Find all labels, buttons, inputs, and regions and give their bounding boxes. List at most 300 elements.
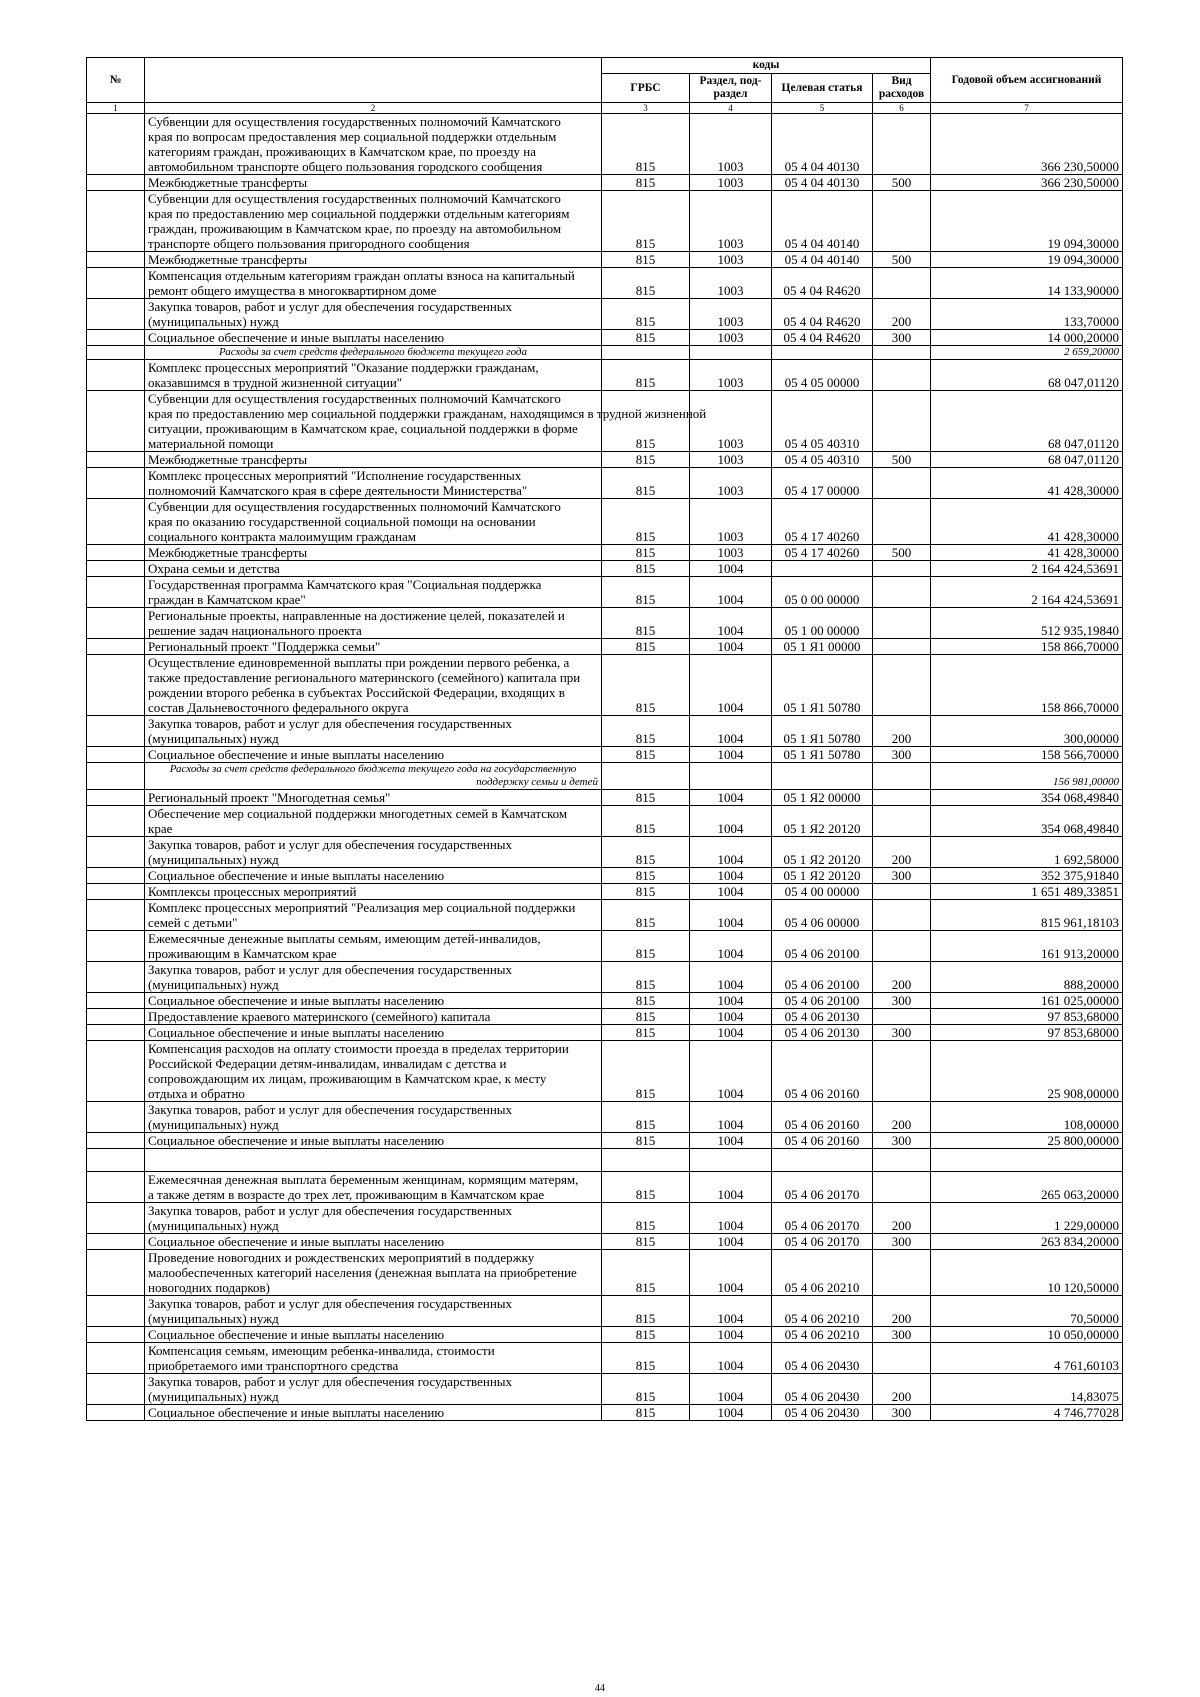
description-cell	[145, 1405, 602, 1421]
description-line: Социальное обеспечение и иные выплаты населению	[148, 1234, 445, 1249]
page-number: 44	[595, 1683, 605, 1694]
expense-type-cell	[873, 468, 931, 499]
column-number: 5	[772, 103, 873, 114]
target-article-cell: 05 4 06 20160	[772, 1133, 873, 1149]
row-number-cell	[87, 1009, 145, 1025]
row-number-cell	[87, 608, 145, 639]
amount-cell: 2 164 424,53691	[931, 561, 1123, 577]
razdel-cell: 1004	[690, 608, 772, 639]
target-article-cell: 05 4 06 20170	[772, 1172, 873, 1203]
description-line: отдыха и обратно	[148, 1086, 245, 1101]
target-article-cell	[772, 763, 873, 790]
amount-cell: 158 866,70000	[931, 655, 1123, 716]
table-row	[87, 452, 1123, 468]
table-row	[87, 655, 1123, 716]
expense-type-cell	[873, 561, 931, 577]
razdel-cell: 1003	[690, 175, 772, 191]
expense-type-cell: 300	[873, 1234, 931, 1250]
amount-cell: 354 068,49840	[931, 806, 1123, 837]
row-number-cell	[87, 1327, 145, 1343]
razdel-cell: 1004	[690, 868, 772, 884]
expense-type-cell: 300	[873, 1405, 931, 1421]
description-line: ремонт общего имущества в многоквартирном доме	[148, 283, 437, 298]
grbs-cell: 815	[602, 1172, 690, 1203]
description-line: граждан в Камчатском крае"	[148, 592, 306, 607]
table-row	[87, 884, 1123, 900]
description-cell	[145, 191, 602, 252]
amount-cell: 68 047,01120	[931, 360, 1123, 391]
description-cell	[145, 639, 602, 655]
razdel-cell: 1004	[690, 716, 772, 747]
spacer-row	[87, 1149, 1123, 1172]
target-article-cell: 05 4 06 20210	[772, 1327, 873, 1343]
target-article-cell: 05 4 06 20160	[772, 1102, 873, 1133]
table-row	[87, 1172, 1123, 1203]
description-line: сопровождающим их лицам, проживающим в Камчатском крае, к месту	[148, 1071, 547, 1086]
target-article-cell	[772, 346, 873, 360]
amount-cell: 14,83075	[931, 1374, 1123, 1405]
grbs-cell: 815	[602, 1203, 690, 1234]
row-number-cell	[87, 1405, 145, 1421]
table-row	[87, 1025, 1123, 1041]
description-cell	[145, 561, 602, 577]
description-cell	[145, 1327, 602, 1343]
target-article-cell: 05 4 06 20210	[772, 1250, 873, 1296]
table-row	[87, 468, 1123, 499]
grbs-cell: 815	[602, 1041, 690, 1102]
target-article-cell: 05 4 06 20430	[772, 1343, 873, 1374]
razdel-cell: 1004	[690, 655, 772, 716]
description-line: оказавшимся в трудной жизненной ситуации"	[148, 375, 403, 390]
amount-cell: 366 230,50000	[931, 175, 1123, 191]
expense-type-cell	[873, 360, 931, 391]
row-number-cell	[87, 716, 145, 747]
grbs-cell: 815	[602, 330, 690, 346]
description-line: новогодних подарков)	[148, 1280, 271, 1295]
description-line: края по оказанию государственной социальной помощи на основании	[148, 514, 536, 529]
description-line: поддержку семьи и детей	[476, 776, 598, 788]
description-line: Социальное обеспечение и иные выплаты населению	[148, 1133, 445, 1148]
description-cell	[145, 299, 602, 330]
grbs-cell: 815	[602, 837, 690, 868]
row-number-cell	[87, 1250, 145, 1296]
description-line: Ежемесячная денежная выплата беременным женщинам, кормящим матерям,	[148, 1172, 579, 1187]
amount-cell: 888,20000	[931, 962, 1123, 993]
description-line: (муниципальных) нужд	[148, 731, 279, 746]
razdel-cell: 1004	[690, 1296, 772, 1327]
target-article-cell: 05 4 06 20430	[772, 1405, 873, 1421]
table-row	[87, 545, 1123, 561]
grbs-cell: 815	[602, 391, 690, 452]
grbs-cell: 815	[602, 114, 690, 175]
row-number-cell	[87, 391, 145, 452]
table-row	[87, 1405, 1123, 1421]
grbs-cell: 815	[602, 452, 690, 468]
table-row	[87, 499, 1123, 545]
description-line: Социальное обеспечение и иные выплаты населению	[148, 1025, 445, 1040]
description-cell	[145, 1343, 602, 1374]
description-cell	[145, 1374, 602, 1405]
grbs-cell: 815	[602, 577, 690, 608]
row-number-cell	[87, 806, 145, 837]
expense-type-cell: 200	[873, 1102, 931, 1133]
row-number-cell	[87, 763, 145, 790]
expense-type-cell	[873, 1009, 931, 1025]
grbs-cell: 815	[602, 1296, 690, 1327]
description-line: края по вопросам предоставления мер социальной поддержки отдельным	[148, 129, 557, 144]
description-cell	[145, 868, 602, 884]
razdel-cell: 1004	[690, 1025, 772, 1041]
description-line: (муниципальных) нужд	[148, 977, 279, 992]
description-cell	[145, 346, 602, 360]
description-line: (муниципальных) нужд	[148, 852, 279, 867]
razdel-cell: 1004	[690, 1374, 772, 1405]
spacer-cell	[690, 1149, 772, 1172]
amount-cell: 19 094,30000	[931, 252, 1123, 268]
federal-budget-note-row	[87, 763, 1123, 790]
grbs-cell: 815	[602, 806, 690, 837]
description-cell	[145, 360, 602, 391]
razdel-cell: 1004	[690, 962, 772, 993]
target-article-cell: 05 4 04 40140	[772, 191, 873, 252]
description-line: Закупка товаров, работ и услуг для обеспечения государственных	[148, 962, 513, 977]
description-line: Субвенции для осуществления государственных полномочий Камчатского	[148, 114, 561, 129]
expense-type-cell	[873, 1041, 931, 1102]
description-cell	[145, 499, 602, 545]
description-cell	[145, 962, 602, 993]
description-line: (муниципальных) нужд	[148, 1311, 279, 1326]
grbs-cell: 815	[602, 639, 690, 655]
table-row	[87, 900, 1123, 931]
description-cell	[145, 837, 602, 868]
target-article-cell: 05 4 06 20160	[772, 1041, 873, 1102]
row-number-cell	[87, 1172, 145, 1203]
header-statya: Целевая статья	[772, 74, 873, 103]
expense-type-cell	[873, 191, 931, 252]
table-row	[87, 1327, 1123, 1343]
description-line: (муниципальных) нужд	[148, 1389, 279, 1404]
expense-type-cell: 300	[873, 993, 931, 1009]
amount-cell: 41 428,30000	[931, 545, 1123, 561]
description-cell	[145, 452, 602, 468]
description-line: Закупка товаров, работ и услуг для обеспечения государственных	[148, 299, 513, 314]
description-line: Компенсация семьям, имеющим ребенка-инвалида, стоимости	[148, 1343, 495, 1358]
row-number-cell	[87, 1343, 145, 1374]
amount-cell: 41 428,30000	[931, 499, 1123, 545]
description-cell	[145, 900, 602, 931]
amount-cell: 1 651 489,33851	[931, 884, 1123, 900]
amount-cell: 19 094,30000	[931, 191, 1123, 252]
grbs-cell: 815	[602, 191, 690, 252]
description-line: Межбюджетные трансферты	[148, 452, 308, 467]
table-row	[87, 716, 1123, 747]
grbs-cell: 815	[602, 1250, 690, 1296]
description-line: рождении второго ребенка в субъектах Российской Федерации, входящих в	[148, 685, 565, 700]
row-number-cell	[87, 639, 145, 655]
amount-cell: 2 164 424,53691	[931, 577, 1123, 608]
expense-type-cell	[873, 931, 931, 962]
target-article-cell: 05 1 Я1 00000	[772, 639, 873, 655]
table-row	[87, 639, 1123, 655]
row-number-cell	[87, 837, 145, 868]
description-line: Расходы за счет средств федерального бюджета текущего года на государственную	[169, 763, 577, 775]
expense-type-cell: 500	[873, 252, 931, 268]
amount-cell: 263 834,20000	[931, 1234, 1123, 1250]
description-cell	[145, 608, 602, 639]
row-number-cell	[87, 655, 145, 716]
target-article-cell: 05 4 05 40310	[772, 391, 873, 452]
target-article-cell: 05 4 05 40310	[772, 452, 873, 468]
header-grbs: ГРБС	[602, 74, 690, 103]
row-number-cell	[87, 1102, 145, 1133]
description-cell	[145, 175, 602, 191]
amount-cell: 815 961,18103	[931, 900, 1123, 931]
row-number-cell	[87, 993, 145, 1009]
amount-cell: 14 133,90000	[931, 268, 1123, 299]
amount-cell: 4 761,60103	[931, 1343, 1123, 1374]
description-line: Закупка товаров, работ и услуг для обеспечения государственных	[148, 1374, 513, 1389]
amount-cell: 2 659,20000	[931, 346, 1123, 360]
description-line: Комплексы процессных мероприятий	[148, 884, 357, 899]
amount-cell: 97 853,68000	[931, 1009, 1123, 1025]
amount-cell: 25 800,00000	[931, 1133, 1123, 1149]
description-line: полномочий Камчатского края в сфере деятельности Министерства"	[148, 483, 528, 498]
razdel-cell: 1003	[690, 330, 772, 346]
column-number: 1	[87, 103, 145, 114]
expense-type-cell	[873, 268, 931, 299]
expense-type-cell: 200	[873, 299, 931, 330]
amount-cell: 156 981,00000	[931, 763, 1123, 790]
target-article-cell: 05 1 Я2 00000	[772, 790, 873, 806]
description-cell	[145, 577, 602, 608]
amount-cell: 133,70000	[931, 299, 1123, 330]
grbs-cell: 815	[602, 1025, 690, 1041]
description-cell	[145, 268, 602, 299]
table-row	[87, 175, 1123, 191]
description-cell	[145, 884, 602, 900]
expense-type-cell	[873, 577, 931, 608]
row-number-cell	[87, 1133, 145, 1149]
razdel-cell: 1004	[690, 837, 772, 868]
description-cell	[145, 468, 602, 499]
description-line: Компенсация расходов на оплату стоимости проезда в пределах территории	[148, 1041, 569, 1056]
table-row	[87, 577, 1123, 608]
description-line: Российской Федерации детям-инвалидам, инвалидам с детства и	[148, 1056, 507, 1071]
description-line: Предоставление краевого материнского (семейного) капитала	[148, 1009, 491, 1024]
target-article-cell: 05 4 06 20130	[772, 1025, 873, 1041]
target-article-cell: 05 4 06 20130	[772, 1009, 873, 1025]
table-row	[87, 962, 1123, 993]
amount-cell: 4 746,77028	[931, 1405, 1123, 1421]
razdel-cell: 1003	[690, 268, 772, 299]
expense-type-cell: 200	[873, 1296, 931, 1327]
description-cell	[145, 655, 602, 716]
row-number-cell	[87, 452, 145, 468]
razdel-cell: 1004	[690, 931, 772, 962]
description-cell	[145, 330, 602, 346]
razdel-cell: 1004	[690, 639, 772, 655]
target-article-cell: 05 4 17 00000	[772, 468, 873, 499]
expense-type-cell	[873, 499, 931, 545]
table-row	[87, 268, 1123, 299]
grbs-cell: 815	[602, 1133, 690, 1149]
description-line: приобретаемого ими транспортного средства	[148, 1358, 399, 1373]
razdel-cell: 1004	[690, 1041, 772, 1102]
expense-type-cell	[873, 806, 931, 837]
target-article-cell: 05 4 06 20100	[772, 962, 873, 993]
description-cell	[145, 114, 602, 175]
column-number: 4	[690, 103, 772, 114]
description-line: (муниципальных) нужд	[148, 1218, 279, 1233]
description-cell	[145, 931, 602, 962]
description-line: категориям граждан, проживающих в Камчатском крае, по проезду на	[148, 144, 537, 159]
table-row	[87, 252, 1123, 268]
target-article-cell	[772, 561, 873, 577]
amount-cell: 68 047,01120	[931, 452, 1123, 468]
razdel-cell	[690, 346, 772, 360]
description-line: также предоставление регионального материнского (семейного) капитала при	[148, 670, 581, 685]
table-row	[87, 806, 1123, 837]
description-cell	[145, 1250, 602, 1296]
header-amount: Годовой объем ассигнований	[931, 58, 1123, 103]
table-row	[87, 1133, 1123, 1149]
expense-type-cell: 200	[873, 1203, 931, 1234]
row-number-cell	[87, 175, 145, 191]
description-line: Ежемесячные денежные выплаты семьям, имеющим детей-инвалидов,	[148, 931, 541, 946]
amount-cell: 366 230,50000	[931, 114, 1123, 175]
grbs-cell: 815	[602, 716, 690, 747]
amount-cell: 68 047,01120	[931, 391, 1123, 452]
row-number-cell	[87, 1041, 145, 1102]
description-line: Компенсация отдельным категориям граждан оплаты взноса на капитальный	[148, 268, 575, 283]
expense-type-cell: 200	[873, 837, 931, 868]
description-line: состав Дальневосточного федерального округа	[148, 700, 409, 715]
description-cell	[145, 747, 602, 763]
table-row	[87, 1234, 1123, 1250]
razdel-cell: 1004	[690, 747, 772, 763]
description-cell	[145, 1009, 602, 1025]
amount-cell: 161 025,00000	[931, 993, 1123, 1009]
column-number: 6	[873, 103, 931, 114]
grbs-cell: 815	[602, 962, 690, 993]
table-row	[87, 330, 1123, 346]
razdel-cell: 1004	[690, 1203, 772, 1234]
description-line: Социальное обеспечение и иные выплаты населению	[148, 1405, 445, 1420]
description-line: Государственная программа Камчатского края "Социальная поддержка	[148, 577, 542, 592]
grbs-cell: 815	[602, 900, 690, 931]
table-row	[87, 391, 1123, 452]
row-number-cell	[87, 346, 145, 360]
description-line: граждан, проживающим в Камчатском крае, по проезду на автомобильном	[148, 221, 562, 236]
expense-type-cell: 200	[873, 716, 931, 747]
description-line: семей с детьми"	[148, 915, 238, 930]
amount-cell: 10 050,00000	[931, 1327, 1123, 1343]
expense-type-cell	[873, 114, 931, 175]
target-article-cell: 05 4 17 40260	[772, 499, 873, 545]
expense-type-cell: 300	[873, 1025, 931, 1041]
description-line: Межбюджетные трансферты	[148, 175, 308, 190]
description-line: Комплекс процессных мероприятий "Оказание поддержки гражданам,	[148, 360, 539, 375]
row-number-cell	[87, 868, 145, 884]
amount-cell: 1 229,00000	[931, 1203, 1123, 1234]
description-line: Социальное обеспечение и иные выплаты населению	[148, 868, 445, 883]
description-cell	[145, 993, 602, 1009]
target-article-cell: 05 4 06 20100	[772, 993, 873, 1009]
description-cell	[145, 716, 602, 747]
target-article-cell: 05 0 00 00000	[772, 577, 873, 608]
description-line: Региональный проект "Многодетная семья"	[148, 790, 391, 805]
row-number-cell	[87, 1203, 145, 1234]
description-line: Субвенции для осуществления государственных полномочий Камчатского	[148, 391, 561, 406]
spacer-cell	[931, 1149, 1123, 1172]
column-number: 7	[931, 103, 1123, 114]
expense-type-cell: 500	[873, 175, 931, 191]
target-article-cell: 05 1 00 00000	[772, 608, 873, 639]
description-line: (муниципальных) нужд	[148, 314, 279, 329]
razdel-cell: 1004	[690, 1102, 772, 1133]
grbs-cell: 815	[602, 747, 690, 763]
description-line: ситуации, проживающим в Камчатском крае, социальной поддержки в форме	[148, 421, 578, 436]
description-cell	[145, 790, 602, 806]
amount-cell: 158 566,70000	[931, 747, 1123, 763]
description-line: материальной помощи	[148, 436, 274, 451]
description-line: Социальное обеспечение и иные выплаты населению	[148, 993, 445, 1008]
row-number-cell	[87, 252, 145, 268]
description-line: Межбюджетные трансферты	[148, 252, 308, 267]
expense-type-cell	[873, 346, 931, 360]
row-number-cell	[87, 330, 145, 346]
federal-budget-note-row	[87, 346, 1123, 360]
row-number-cell	[87, 900, 145, 931]
target-article-cell: 05 4 04 40140	[772, 252, 873, 268]
description-line: малообеспеченных категорий населения (денежная выплата на приобретение	[148, 1265, 577, 1280]
description-line: края по предоставлению мер социальной поддержки гражданам, находящимся в трудной жизненной	[148, 406, 707, 421]
description-cell	[145, 252, 602, 268]
description-cell	[145, 1102, 602, 1133]
target-article-cell: 05 4 17 40260	[772, 545, 873, 561]
table-row	[87, 1203, 1123, 1234]
target-article-cell: 05 1 Я1 50780	[772, 655, 873, 716]
grbs-cell: 815	[602, 175, 690, 191]
description-line: Расходы за счет средств федерального бюджета текущего года	[219, 346, 527, 358]
description-line: (муниципальных) нужд	[148, 1117, 279, 1132]
target-article-cell: 05 1 Я2 20120	[772, 837, 873, 868]
description-cell	[145, 763, 602, 790]
razdel-cell: 1003	[690, 360, 772, 391]
grbs-cell: 815	[602, 252, 690, 268]
description-line: Закупка товаров, работ и услуг для обеспечения государственных	[148, 716, 513, 731]
expense-type-cell	[873, 608, 931, 639]
row-number-cell	[87, 747, 145, 763]
grbs-cell: 815	[602, 790, 690, 806]
description-line: а также детям в возрасте до трех лет, проживающим в Камчатском крае	[148, 1187, 545, 1202]
razdel-cell: 1003	[690, 545, 772, 561]
row-number-cell	[87, 577, 145, 608]
expense-type-cell	[873, 884, 931, 900]
description-line: Региональный проект "Поддержка семьи"	[148, 639, 381, 654]
table-row	[87, 993, 1123, 1009]
expense-type-cell	[873, 655, 931, 716]
table-row	[87, 1250, 1123, 1296]
amount-cell: 14 000,20000	[931, 330, 1123, 346]
expense-type-cell: 300	[873, 868, 931, 884]
razdel-cell: 1004	[690, 561, 772, 577]
expense-type-cell	[873, 639, 931, 655]
row-number-cell	[87, 790, 145, 806]
table-row	[87, 191, 1123, 252]
grbs-cell: 815	[602, 1009, 690, 1025]
amount-cell: 1 692,58000	[931, 837, 1123, 868]
